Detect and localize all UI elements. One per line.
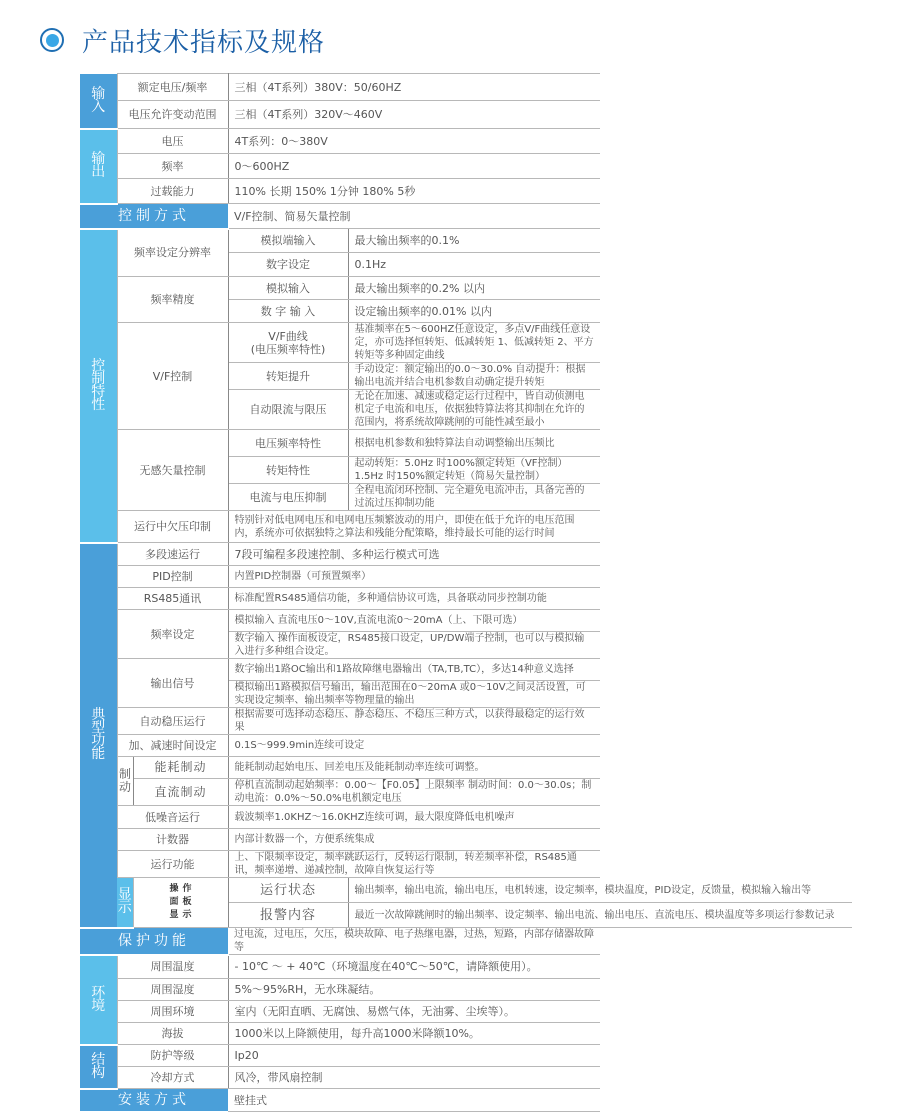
- sub-label: 电压频率特性: [228, 430, 348, 457]
- row-value: 壁挂式: [228, 1089, 600, 1112]
- table-row: [80, 204, 852, 229]
- row-value: 最大输出频率的0.2% 以内: [348, 277, 600, 300]
- row-label: 运行功能: [117, 851, 228, 878]
- row-value: 根据需要可选择动态稳压、静态稳压、不稳压三种方式，以获得最稳定的运行效果: [228, 708, 600, 735]
- row-value: 0.1Hz: [348, 253, 600, 277]
- row-label: 无感矢量控制: [117, 430, 228, 511]
- table-row: [80, 779, 852, 806]
- row-label: 频率: [117, 154, 228, 179]
- row-label: RS485通讯: [117, 588, 228, 610]
- row-value: 输出频率，输出电流，输出电压，电机转速，设定频率，模块温度，PID设定，反馈量，模拟输入输出等: [348, 878, 852, 903]
- table-row: [80, 851, 852, 878]
- sub-label: 电流与电压抑制: [228, 484, 348, 511]
- row-label: 计数器: [117, 829, 228, 851]
- sub-label: 运行状态: [228, 878, 348, 903]
- row-value: 风冷，带风扇控制: [228, 1067, 600, 1089]
- row-value: 基准频率在5～600HZ任意设定，多点V/F曲线任意设定，亦可选择恒转矩、低减转矩 1、低减转矩 2、平方转矩等多种固定曲线: [348, 323, 600, 363]
- row-value: 手动设定：额定输出的0.0～30.0% 自动提升：根据输出电流并结合电机参数自动确定提升转矩: [348, 363, 600, 390]
- table-row: [80, 588, 852, 610]
- row-value: 内部计数器一个，方便系统集成: [228, 829, 600, 851]
- table-row: [80, 229, 852, 253]
- row-value: 数字输出1路OC输出和1路故障继电器输出（TA,TB,TC），多达14种意义选择: [228, 659, 600, 681]
- row-value: 数字输入 操作面板设定，RS485接口设定，UP/DW端子控制，也可以与模拟输入进行多种组合设定。: [228, 632, 600, 659]
- table-row: [80, 806, 852, 829]
- group-display: 显示: [117, 878, 133, 928]
- row-value: 0～600HZ: [228, 154, 600, 179]
- protection-header: 保护功能: [80, 928, 228, 955]
- row-value: 无论在加速、减速或稳定运行过程中，皆自动侦测电机定子电流和电压，依据独特算法将其抑制在允许的范围内，将系统故障跳闸的可能性减至最小: [348, 390, 600, 430]
- row-value: 模拟输入 直流电压0～10V,直流电流0～20mA（上、下限可选）: [228, 610, 600, 632]
- row-value: 停机直流制动起始频率：0.00～【F0.05】上限频率 制动时间：0.0～30.0s；制动电流：0.0%～50.0%电机额定电压: [228, 779, 600, 806]
- row-value: 设定输出频率的0.01% 以内: [348, 300, 600, 323]
- table-row: [80, 1001, 852, 1023]
- table-row: [80, 1023, 852, 1045]
- sub-label: 转矩提升: [228, 363, 348, 390]
- row-value: V/F控制、简易矢量控制: [228, 204, 600, 229]
- row-label: 低噪音运行: [117, 806, 228, 829]
- row-value: 最近一次故障跳闸时的输出频率、设定频率、输出电流、输出电压、直流电压、模块温度等多项运行参数记录: [348, 903, 852, 928]
- row-value: 上、下限频率设定，频率跳跃运行，反转运行限制，转差频率补偿，RS485通讯，频率递增、递减控制，故障自恢复运行等: [228, 851, 600, 878]
- group-control: 控制特性: [80, 229, 117, 543]
- row-label: 自动稳压运行: [117, 708, 228, 735]
- row-value: 5%～95%RH，无水珠凝结。: [228, 979, 600, 1001]
- table-row: [80, 511, 852, 543]
- table-row: [80, 829, 852, 851]
- row-label: 电压: [117, 129, 228, 154]
- row-value: Ip20: [228, 1045, 600, 1067]
- row-value: 最大输出频率的0.1%: [348, 229, 600, 253]
- row-value: 1000米以上降额使用，每升高1000米降额10%。: [228, 1023, 600, 1045]
- sub-label: 数 字 输 入: [228, 300, 348, 323]
- table-row: [80, 735, 852, 757]
- row-label: 加、减速时间设定: [117, 735, 228, 757]
- group-output: 输出: [80, 129, 117, 204]
- panel-display-label: 操面显 作板示: [133, 878, 228, 928]
- row-value: 0.1S～999.9min连续可设定: [228, 735, 600, 757]
- row-label: 输出信号: [117, 659, 228, 708]
- title-text: 产品技术指标及规格: [82, 27, 326, 58]
- row-value: 内置PID控制器（可预置频率）: [228, 566, 600, 588]
- table-row: [80, 179, 852, 204]
- row-value: 全程电流闭环控制、完全避免电流冲击，具备完善的过流过压抑制功能: [348, 484, 600, 511]
- row-label: 海拔: [117, 1023, 228, 1045]
- table-row: [80, 1089, 852, 1112]
- sub-label: V/F曲线 (电压频率特性): [228, 323, 348, 363]
- sub-label: 报警内容: [228, 903, 348, 928]
- table-row: [80, 566, 852, 588]
- table-row: [80, 323, 852, 363]
- sub-label: 能耗制动: [133, 757, 228, 779]
- row-label: 周围温度: [117, 955, 228, 979]
- table-row: [80, 101, 852, 129]
- row-value: 起动转矩：5.0Hz 时100%额定转矩（VF控制） 1.5Hz 时150%额定转矩（简易矢量控制）: [348, 457, 600, 484]
- row-label: 制动: [117, 757, 133, 806]
- spec-table: [80, 73, 852, 1113]
- table-row: [80, 659, 852, 681]
- row-value: 110% 长期 150% 1分钟 180% 5秒: [228, 179, 600, 204]
- row-label: 防护等级: [117, 1045, 228, 1067]
- row-label: PID控制: [117, 566, 228, 588]
- row-value: 过电流，过电压，欠压，模块故障、电子热继电器，过热，短路，内部存储器故障等: [228, 928, 600, 955]
- row-label: 电压允许变动范围: [117, 101, 228, 129]
- sub-label: 转矩特性: [228, 457, 348, 484]
- table-row: [80, 955, 852, 979]
- table-row: [80, 1045, 852, 1067]
- row-value: 4T系列：0～380V: [228, 129, 600, 154]
- row-value: 能耗制动起始电压、回差电压及能耗制动率连续可调整。: [228, 757, 600, 779]
- table-row: [80, 277, 852, 300]
- row-value: 特别针对低电网电压和电网电压频繁波动的用户，即使在低于允许的电压范围内，系统亦可依据独特之算法和残能分配策略，维持最长可能的运行时间: [228, 511, 600, 543]
- table-row: [80, 1067, 852, 1089]
- row-label: 过载能力: [117, 179, 228, 204]
- table-row: [80, 610, 852, 632]
- row-value: 根据电机参数和独特算法自动调整输出压频比: [348, 430, 600, 457]
- row-value: 载波频率1.0KHZ～16.0KHZ连续可调，最大限度降低电机噪声: [228, 806, 600, 829]
- row-value: 三相（4T系列）320V～460V: [228, 101, 600, 129]
- row-label: 运行中欠压印制: [117, 511, 228, 543]
- table-row: [80, 74, 852, 101]
- row-value: 三相（4T系列）380V：50/60HZ: [228, 74, 600, 101]
- row-value: - 10℃ ～ + 40℃（环境温度在40℃～50℃，请降额使用）。: [228, 955, 600, 979]
- page-title: [40, 20, 325, 60]
- sub-label: 数字设定: [228, 253, 348, 277]
- table-row: [80, 928, 852, 955]
- row-value: 标准配置RS485通信功能，多种通信协议可选，具备联动同步控制功能: [228, 588, 600, 610]
- table-row: [80, 543, 852, 566]
- radio-bullet-icon: [40, 28, 64, 52]
- row-label: 频率设定分辨率: [117, 229, 228, 277]
- table-row: [80, 757, 852, 779]
- row-label: 周围环境: [117, 1001, 228, 1023]
- sub-label: 自动限流与限压: [228, 390, 348, 430]
- row-label: 多段速运行: [117, 543, 228, 566]
- group-input: 输入: [80, 74, 117, 129]
- group-functions: 典型功能: [80, 543, 117, 928]
- row-label: 周围湿度: [117, 979, 228, 1001]
- row-label: V/F控制: [117, 323, 228, 430]
- row-value: 7段可编程多段速控制、多种运行模式可选: [228, 543, 600, 566]
- table-row: [80, 708, 852, 735]
- row-label: 额定电压/频率: [117, 74, 228, 101]
- control-mode-header: 控制方式: [80, 204, 228, 229]
- group-structure: 结构: [80, 1045, 117, 1089]
- table-row: [80, 878, 852, 903]
- table-row: [80, 979, 852, 1001]
- table-row: [80, 430, 852, 457]
- row-label: 频率精度: [117, 277, 228, 323]
- sub-label: 直流制动: [133, 779, 228, 806]
- table-row: [80, 154, 852, 179]
- installation-header: 安装方式: [80, 1089, 228, 1112]
- sub-label: 模拟端输入: [228, 229, 348, 253]
- row-label: 冷却方式: [117, 1067, 228, 1089]
- group-environment: 环境: [80, 955, 117, 1045]
- table-row: [80, 129, 852, 154]
- row-value: 模拟输出1路模拟信号输出，输出范围在0～20mA 或0～10V之间灵活设置，可实现设定频率、输出频率等物理量的输出: [228, 681, 600, 708]
- row-value: 室内（无阳直晒、无腐蚀、易燃气体，无油雾、尘埃等）。: [228, 1001, 600, 1023]
- sub-label: 模拟输入: [228, 277, 348, 300]
- row-label: 频率设定: [117, 610, 228, 659]
